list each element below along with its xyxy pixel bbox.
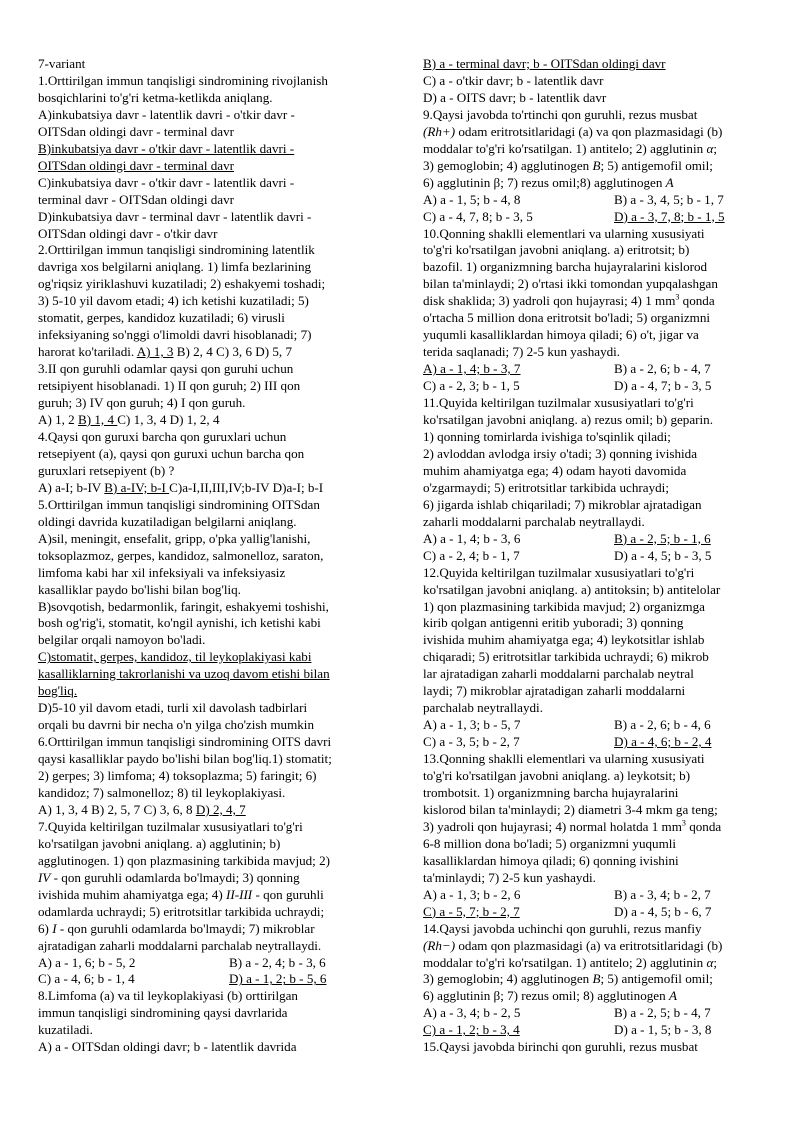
- options-row: [423, 192, 768, 209]
- question-text: 6.Orttirilgan immun tanqisligi sindromining OITS davri: [38, 734, 332, 750]
- option-c-answer: C) a - 5, 7; b - 2, 7: [423, 903, 520, 919]
- option-c-answer: C) a - 1, 2; b - 3, 4: [423, 1022, 520, 1038]
- option-b: B) a - 2, 4; b - 3, 6: [229, 954, 326, 970]
- question-text: bilan ta'minlaydi; 2) o'rtasi ikki tomondan yupqalashgan: [423, 276, 718, 292]
- option-c: C) a - 4, 7, 8; b - 3, 5: [423, 208, 533, 224]
- left-column: [38, 56, 390, 1056]
- question-text: 1.Orttirilgan immun tanqisligi sindromining rivojlanish: [38, 72, 328, 88]
- question-7: [38, 819, 390, 989]
- italic-term: A: [668, 988, 677, 1004]
- superscript: 3: [675, 292, 680, 302]
- italic-term: IV: [38, 869, 51, 885]
- variant-title: 7-variant: [38, 56, 86, 71]
- question-text: lar ajratadigan zaharli moddalarni parchalab neytral: [423, 666, 694, 682]
- question-text: 6-8 million dona bo'ladi; 5) organizmni yuqumli: [423, 835, 677, 851]
- text: moddalar to'g'ri ko'rsatilgan. 1) antitelo; 2) agglutinin: [423, 954, 707, 970]
- question-text: 12.Quyida keltirilgan tuzilmalar xususiyatlari to'g'ri: [423, 564, 695, 580]
- option-d: OITSdan oldingi davr - o'tkir davr: [38, 225, 218, 241]
- text: qonda: [685, 818, 722, 834]
- question-text: [423, 938, 768, 955]
- option-a: A) a - 1, 4; b - 3, 6: [423, 530, 521, 546]
- question-text: immun tanqisligi sindromining qaysi davrlarida: [38, 1005, 288, 1021]
- question-text: chiqaradi; 5) eritrotsitlar tarkibida uchraydi; 6) mikrob: [423, 649, 709, 665]
- text: ;: [713, 140, 717, 156]
- question-8-continued: [423, 56, 768, 107]
- option-a: A) a - OITSdan oldingi davr; b - latentlik davrida: [38, 1039, 297, 1055]
- question-text: kislorod bilan ta'minlaydi; 2) diametri 3-4 mkm ga teng;: [423, 801, 718, 817]
- question-text: kandidoz; 7) salmonelloz; 8) til leykoplakiyasi.: [38, 784, 286, 800]
- options-line: [38, 412, 390, 429]
- question-text: zaharli moddalarni parchalab neytrallaydi.: [423, 513, 645, 529]
- options-row: [38, 955, 390, 972]
- options-row: [423, 209, 768, 226]
- option-a: A) a - 1, 6; b - 5, 2: [38, 954, 136, 970]
- question-8: [38, 988, 390, 1056]
- options: A) a-I; b-IV: [38, 479, 105, 495]
- option-d: D)5-10 yil davom etadi, turli xil davolash tadbirlari: [38, 700, 308, 716]
- answer-option: B) a-IV; b-I: [104, 479, 170, 495]
- question-text: [423, 158, 768, 175]
- question-text: odamlarda uchraydi; 5) eritrotsitlar tarkibida uchraydi;: [38, 903, 325, 919]
- options-row: [423, 1005, 768, 1022]
- option-d-answer: D) a - 3, 7, 8; b - 1, 5: [614, 208, 725, 224]
- question-1: [38, 73, 390, 243]
- text: - qon guruhli odamlarda bo'lmaydi; 7) mikroblar: [56, 920, 315, 936]
- question-text: 3) 5-10 yil davom etadi; 4) ich ketishi kuzatiladi; 5): [38, 293, 309, 309]
- option-c: C) a - 4, 6; b - 1, 4: [38, 971, 135, 987]
- question-text: ko'rsatilgan javobni aniqlang. a) rezus omil; b) geparin.: [423, 412, 713, 428]
- options-line: [38, 802, 390, 819]
- italic-term: α: [706, 140, 714, 156]
- options-line: [38, 480, 390, 497]
- question-text: davriga xos belgilarni aniqlang. 1) limfa bezlarining: [38, 259, 312, 275]
- question-text: stomatit, gerpes, kandidoz kuzatiladi; 6) virusli: [38, 310, 285, 326]
- question-text: to'g'ri ko'rsatilgan javobni aniqlang. a) eritrotsit; b): [423, 242, 690, 258]
- italic-term: B: [592, 971, 601, 987]
- question-text: ivishida muhim ahamiyatga ega; 4) leykotsitlar ishlab: [423, 632, 705, 648]
- question-text: kirib qolgan antigenni eritib yuboradi; 3) qonning: [423, 615, 684, 631]
- question-text: bosqichlarini to'g'ri ketma-ketlikda aniqlang.: [38, 89, 273, 105]
- question-4: [38, 429, 390, 497]
- option-c-answer: kasalliklarning takrorlanishi va uzoq davom etishi bilan: [38, 666, 330, 682]
- options-row: [423, 378, 768, 395]
- question-10: [423, 226, 768, 396]
- answer-option: B) 1, 4: [78, 412, 118, 428]
- question-text: terida saqlanadi; 7) 2-5 kun yashaydi.: [423, 344, 621, 360]
- answer-option: D) 2, 4, 7: [195, 801, 246, 817]
- question-text: 3.II qon guruhli odamlar qaysi qon guruhi uchun: [38, 361, 294, 377]
- option-b: B)sovqotish, bedarmonlik, faringit, eshakyemi toshishi,: [38, 598, 329, 614]
- option-b: B) a - 3, 4; b - 2, 7: [614, 886, 711, 902]
- question-text: [38, 921, 390, 938]
- option-a: toksoplazmoz, gerpes, kandidoz, salmonelloz, saraton,: [38, 547, 324, 563]
- italic-term: (Rh−): [423, 937, 456, 953]
- italic-term: α: [706, 954, 714, 970]
- question-text: 4.Qaysi qon guruxi barcha qon guruxlari uchun: [38, 428, 287, 444]
- text: ; 5) antigemofil omil;: [600, 971, 713, 987]
- options-row: [423, 548, 768, 565]
- question-text: [423, 124, 768, 141]
- options: C)a-I,II,III,IV;b-IV D)a-I; b-I: [169, 479, 324, 495]
- question-text: 2) avloddan avlodga irsiy o'tadi; 3) qonning ivishida: [423, 445, 698, 461]
- options-line: [38, 344, 390, 361]
- option-d: D)inkubatsiya davr - terminal davr - latentlik davri -: [38, 208, 312, 224]
- question-text: 8.Limfoma (a) va til leykoplakiyasi (b) orttirilgan: [38, 988, 298, 1004]
- option-a: limfoma kabi har xil infeksiyali va infeksiyasiz: [38, 564, 286, 580]
- question-text: [423, 955, 768, 972]
- question-text: 1) qon plazmasining tarkibida mavjud; 2) organizmga: [423, 598, 705, 614]
- question-text: 11.Quyida keltirilgan tuzilmalar xususiyatlari to'g'ri: [423, 395, 694, 411]
- question-11: [423, 395, 768, 565]
- option-a: A) a - 1, 3; b - 2, 6: [423, 886, 521, 902]
- question-15: [423, 1039, 768, 1056]
- options-row: [38, 971, 390, 988]
- question-text: retsepiyent (a), qaysi qon guruxi uchun barcha qon: [38, 445, 305, 461]
- question-text: [423, 971, 768, 988]
- question-text: [423, 175, 768, 192]
- text: 3) gemoglobin; 4) agglutinogen: [423, 157, 593, 173]
- option-b-answer: B)inkubatsiya davr - o'tkir davr - latentlik davri -: [38, 140, 295, 156]
- question-text: ko'rsatilgan javobni aniqlang. a) agglutinin; b): [38, 835, 281, 851]
- option-c: terminal davr - OITSdan oldingi davr: [38, 191, 234, 207]
- question-text: yuqumli kasalliklardan himoya qiladi; 6) o't, jigar va: [423, 327, 699, 343]
- text: disk shaklida; 3) yadroli qon hujayrasi; 4) 1 mm: [423, 293, 676, 309]
- option-d: D) a - OITS davr; b - latentlik davr: [423, 89, 607, 105]
- option-a: OITSdan oldingi davr - terminal davr: [38, 123, 234, 139]
- text: - qon guruhli odamlarda bo'lmaydi; 3) qonning: [50, 869, 300, 885]
- question-text: ko'rsatilgan javobni aniqlang. a) antitoksin; b) antitelolar: [423, 581, 721, 597]
- question-text: guruxlari retsepiyent (b) ?: [38, 462, 175, 478]
- option-b: bosh og'rig'i, stomatit, ko'ngil aynishi, ich ketishi kabi: [38, 615, 321, 631]
- option-d-answer: D) a - 1, 2; b - 5, 6: [229, 971, 327, 987]
- question-12: [423, 565, 768, 751]
- question-text: ajratadigan zaharli moddalarni parchalab neytrallaydi.: [38, 937, 322, 953]
- text: 6) agglutinin β; 7) rezus omil;8) agglutinogen: [423, 174, 666, 190]
- question-text: [423, 988, 768, 1005]
- answer-option: A) 1, 3: [136, 344, 174, 360]
- text: ivishida muhim ahamiyatga ega; 4): [38, 886, 226, 902]
- option-a-answer: A) a - 1, 4; b - 3, 7: [423, 361, 521, 377]
- option-c: C) a - o'tkir davr; b - latentlik davr: [423, 72, 604, 88]
- italic-term: I: [52, 920, 57, 936]
- question-text: 2) gerpes; 3) limfoma; 4) toksoplazma; 5) faringit; 6): [38, 768, 317, 784]
- text: 6) agglutinin β; 7) rezus omil; 8) agglutinogen: [423, 988, 669, 1004]
- question-9: [423, 107, 768, 226]
- question-text: infeksiyaning so'nggi o'limoldi davri hisoblanadi; 7): [38, 327, 312, 343]
- question-text: [423, 819, 768, 836]
- option-b: B) a - 2, 6; b - 4, 6: [614, 717, 711, 733]
- option-b: B) a - 3, 4, 5; b - 1, 7: [614, 191, 724, 207]
- question-text: 15.Qaysi javobda birinchi qon guruhli, rezus musbat: [423, 1039, 698, 1055]
- option-c: C) a - 2, 4; b - 1, 7: [423, 547, 520, 563]
- option-d: D) a - 4, 5; b - 3, 5: [614, 547, 712, 563]
- option-d-answer: D) a - 4, 6; b - 2, 4: [614, 734, 712, 750]
- options: A) 1, 3, 4 B) 2, 5, 7 C) 3, 6, 8: [38, 801, 196, 817]
- question-text: 5.Orttirilgan immun tanqisligi sindromining OITSdan: [38, 496, 320, 512]
- question-text: muhim ahamiyatga ega; 4) odam hayoti davomida: [423, 462, 687, 478]
- option-a: A) a - 1, 5; b - 4, 8: [423, 191, 521, 207]
- options: C) 1, 3, 4 D) 1, 2, 4: [117, 412, 220, 428]
- text: 3) yadroli qon hujayrasi; 4) normal holatda 1 mm: [423, 818, 682, 834]
- text: 6): [38, 920, 53, 936]
- option-c: C) a - 3, 5; b - 2, 7: [423, 734, 520, 750]
- question-text: [423, 141, 768, 158]
- option-a: A) a - 1, 3; b - 5, 7: [423, 717, 521, 733]
- options: A) 1, 2: [38, 412, 79, 428]
- question-text: o'zgarmaydi; 5) eritrotsitlar tarkibida uchraydi;: [423, 479, 669, 495]
- question-text: laydi; 7) mikroblar ajratadigan zaharli moddalarni: [423, 683, 686, 699]
- options-row: [423, 717, 768, 734]
- text: moddalar to'g'ri ko'rsatilgan. 1) antitelo; 2) agglutinin: [423, 140, 707, 156]
- question-text: 10.Qonning shaklli elementlari va ularning xususiyati: [423, 225, 705, 241]
- question-text: 9.Qaysi javobda to'rtinchi qon guruhli, rezus musbat: [423, 106, 698, 122]
- question-13: [423, 751, 768, 921]
- options: B) 2, 4 C) 3, 6 D) 5, 7: [173, 344, 293, 360]
- options-row: [423, 361, 768, 378]
- option-c: C) a - 2, 3; b - 1, 5: [423, 378, 520, 394]
- question-5: [38, 497, 390, 734]
- question-text: 6) jigarda ishlab chiqariladi; 7) mikroblar ajratadigan: [423, 496, 702, 512]
- right-column: [423, 56, 768, 1056]
- question-text: 1) qonning tomirlarda ivishiga to'sqinlik qiladi;: [423, 428, 671, 444]
- question-text: kasalliklardan himoya qiladi; 6) qonning ivishini: [423, 852, 679, 868]
- question-text: retsipiyent hisoblanadi. 1) II qon guruh; 2) III qon: [38, 378, 301, 394]
- option-a: A) a - 3, 4; b - 2, 5: [423, 1005, 521, 1021]
- text: - qon guruhli: [252, 886, 324, 902]
- question-text: og'riqsiz yiriklashuvi kuzatiladi; 2) eshakyemi toshadi;: [38, 276, 326, 292]
- question-text: parchalab neytrallaydi.: [423, 700, 543, 716]
- option-c-answer: C)stomatit, gerpes, kandidoz, til leykoplakiyasi kabi: [38, 649, 312, 665]
- text: qonda: [679, 293, 715, 309]
- option-b-answer: B) a - terminal davr; b - OITSdan oldingi davr: [423, 56, 666, 71]
- question-text: guruh; 3) IV qon guruh; 4) I qon guruh.: [38, 395, 246, 411]
- option-b: B) a - 2, 6; b - 4, 7: [614, 361, 711, 377]
- question-text: [423, 293, 768, 310]
- question-6: [38, 734, 390, 819]
- text: ;: [713, 954, 717, 970]
- option-d: D) a - 4, 5; b - 6, 7: [614, 903, 712, 919]
- option-d: D) a - 1, 5; b - 3, 8: [614, 1022, 712, 1038]
- question-text: ta'minlaydi; 7) 2-5 kun yashaydi.: [423, 869, 596, 885]
- question-text: to'g'ri ko'rsatilgan javobni aniqlang. a) leykotsit; b): [423, 768, 691, 784]
- question-2: [38, 242, 390, 361]
- question-text: agglutinogen. 1) qon plazmasining tarkibida mavjud; 2): [38, 852, 331, 868]
- text: ; 5) antigemofil omil;: [600, 157, 713, 173]
- text: odam qon plazmasidagi (a) va eritrotsitlaridagi (b): [455, 937, 723, 953]
- text: 3) gemoglobin; 4) agglutinogen: [423, 971, 593, 987]
- question-text: 14.Qaysi javobda uchinchi qon guruhli, rezus manfiy: [423, 920, 702, 936]
- question-text: bazofil. 1) organizmning barcha hujayralarini kislorod: [423, 259, 708, 275]
- question-text: qaysi kasalliklar paydo bo'lishi bilan bog'liq.1) stomatit;: [38, 751, 332, 767]
- superscript: 3: [681, 818, 686, 828]
- question-text: harorat ko'tariladi.: [38, 344, 137, 360]
- option-c-answer: bog'liq.: [38, 683, 78, 699]
- options-row: [423, 887, 768, 904]
- text: odam eritrotsitlaridagi (a) va qon plazmasidagi (b): [455, 123, 723, 139]
- question-text: [38, 887, 390, 904]
- question-text: 2.Orttirilgan immun tanqisligi sindromining latentlik: [38, 242, 315, 258]
- option-d: D) a - 4, 7; b - 3, 5: [614, 378, 712, 394]
- question-text: [38, 870, 390, 887]
- option-b-answer: B) a - 2, 5; b - 1, 6: [614, 530, 711, 546]
- question-text: kuzatiladi.: [38, 1022, 93, 1038]
- option-b-answer: OITSdan oldingi davr - terminal davr: [38, 157, 234, 173]
- question-14: [423, 921, 768, 1040]
- option-a: A)sil, meningit, ensefalit, gripp, o'pka yallig'lanishi,: [38, 530, 311, 546]
- options-row: [423, 1022, 768, 1039]
- options-row: [423, 904, 768, 921]
- options-row: [423, 531, 768, 548]
- question-text: o'rtacha 5 million dona eritrotsit bo'ladi; 5) organizmni: [423, 310, 711, 326]
- option-b: belgilar orqali namoyon bo'ladi.: [38, 632, 206, 648]
- options-row: [423, 734, 768, 751]
- italic-term: A: [665, 174, 674, 190]
- option-a: A)inkubatsiya davr - latentlik davri - o'tkir davr -: [38, 106, 295, 122]
- question-text: 7.Quyida keltirilgan tuzilmalar xususiyatlari to'g'ri: [38, 818, 303, 834]
- option-a: kasalliklar paydo bo'lishi bilan bog'liq.: [38, 581, 241, 597]
- italic-term: (Rh+): [423, 123, 456, 139]
- italic-term: II-III: [226, 886, 253, 902]
- italic-term: B: [592, 157, 601, 173]
- question-text: trombotsit. 1) organizmning barcha hujayralarini: [423, 784, 679, 800]
- question-text: 13.Qonning shaklli elementlari va ularning xususiyati: [423, 751, 705, 767]
- option-d: orqali bu davrni bir necha o'n yilga cho'zish mumkin: [38, 717, 314, 733]
- option-b: B) a - 2, 5; b - 4, 7: [614, 1005, 711, 1021]
- question-3: [38, 361, 390, 429]
- question-text: oldingi davrida kuzatiladigan belgilarni aniqlang.: [38, 513, 297, 529]
- option-c: C)inkubatsiya davr - o'tkir davr - latentlik davri -: [38, 174, 295, 190]
